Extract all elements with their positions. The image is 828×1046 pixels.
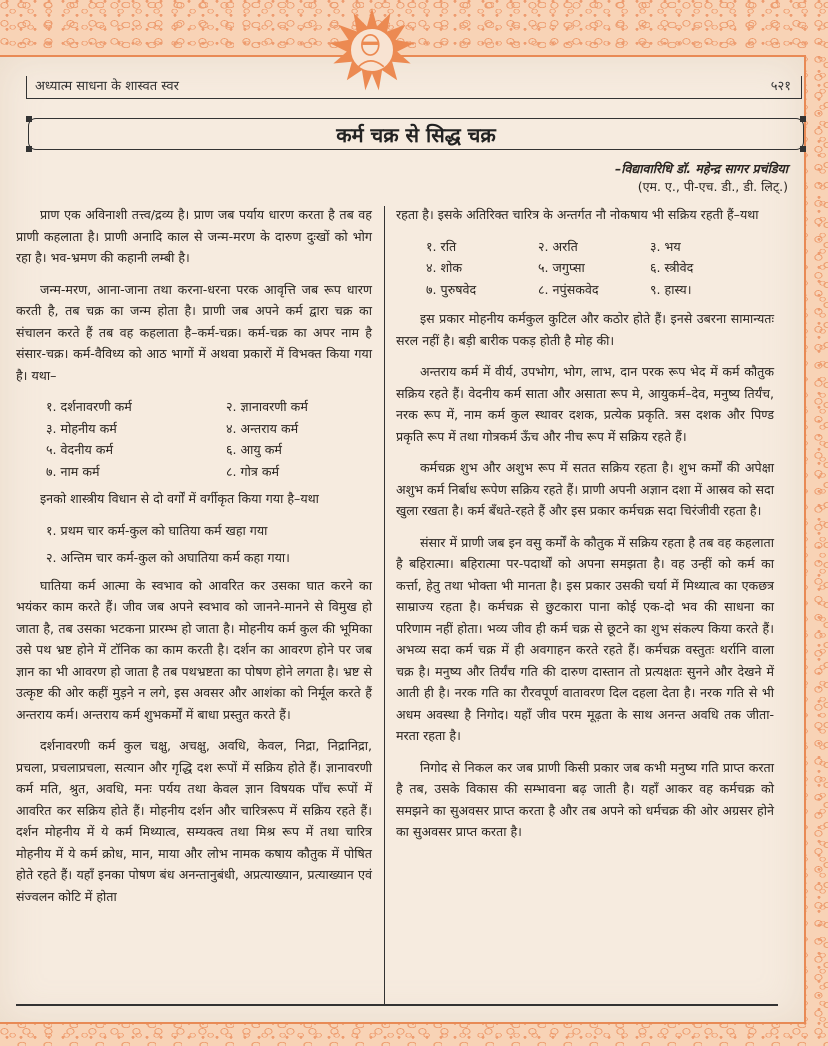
list-item: ७. नाम कर्म xyxy=(46,463,100,479)
running-header xyxy=(26,76,802,99)
paragraph: दर्शनावरणी कर्म कुल चक्षु, अचक्षु, अवधि, केवल, निद्रा, निद्रानिद्रा, प्रचला, प्रचलाप्रचला, सत्यान और गृद्धि दश रूपों में सक्रिय होते हैं। ज्ञानावरणी कर्म मति, श्रुत, अवधि, मनः पर्यय तथा केवल ज्ञान विषयक पाँच रूपों में आवरित कर सक्रिय होते हैं। मोहनीय दर्शन और चारित्ररूप में सक्रिय रहते हैं। दर्शन मोहनीय में ये कर्म मिथ्यात्व, सम्यक्त्व तथा मिश्र रूप में तथा चारित्र मोहनीय में ये कर्म क्रोध, मान, माया और लोभ नामक कषाय कौतुक में पोषित होते रहते हैं। यहाँ इनका पोषण बंध अनन्तानुबंधी, अप्रत्याख्यान, प्रत्याख्यान एवं संज्वलन कोटि में होता xyxy=(16,738,372,904)
list-item: ७. पुरुषवेद xyxy=(426,281,477,297)
bottom-rule xyxy=(16,1004,778,1006)
karma-types-list xyxy=(16,396,372,482)
list-item: ५. वेदनीय कर्म xyxy=(46,442,114,457)
author-name: –विद्यावारिधि डॉ. महेन्द्र सागर प्रचंडिया xyxy=(614,161,788,176)
paragraph: संसार में प्राणी जब इन वसु कर्मों के कौतुक में सक्रिय रहता है तब वह कहलाता है बहिरात्मा। बहिरात्मा पर-पदार्थों को अपना समझता है। वह उन्हीं को कर्म का कर्त्ता, हेतु तथा भोक्ता भी मानता है। इस प्रकार उसकी चर्या में मिथ्यात्व का एकछत्र साम्राज्य रहता है। कर्मचक्र से छुटकारा पाना कोई एक-दो भव की साधना का परिणाम नहीं होता। भव्य जीव ही कर्म चक्र से छूटने का शुभ संकल्प किया करते हैं। अभव्य सदा कर्म चक्र में ही अवगाहन करते रहते हैं। कर्मचक्र वस्तुतः थर्रानि वाला चक्र है। मनुष्य और तिर्यंच गति की दारुण दास्तान तो प्रत्यक्षतः सुनने और देखने में आती ही है। नरक गति का रौरवपूर्ण वातावरण दिल दहला देता है। नरक गति से भी अधम अवस्था है निगोद। यहाँ जीव परम मूढ़ता के साथ अनन्त अवधि तक जीता-मरता रहता है। xyxy=(396,534,774,743)
list-item: २. ज्ञानावरणी कर्म xyxy=(226,399,308,414)
list-item: २. अरति xyxy=(538,238,578,254)
paragraph: इस प्रकार मोहनीय कर्मकुल कुटिल और कठोर होते हैं। इनसे उबरना सामान्यतः सरल नहीं है। बड़ी बारीक पकड़ होती है मोह की। xyxy=(396,311,774,348)
list-item: ५. जगुप्सा xyxy=(538,260,585,275)
paragraph: निगोद से निकल कर जब प्राणी किसी प्रकार जब कभी मनुष्य गति प्राप्त करता है तब, उसके विकास की सम्भावना बढ़ जाती है। यहाँ आकर वह कर्मचक्र को समझने का सुअवसर प्राप्त करता है और तब अपने को धर्मचक्र की ओर अग्रसर होने का सुअवसर प्राप्त करता है। xyxy=(396,759,774,839)
paragraph: घातिया कर्म आत्मा के स्वभाव को आवरित कर उसका घात करने का भयंकर काम करते हैं। जीव जब अपने स्वभाव को जानने-मानने से विमुख हो जाता है, तब उसका भटकना प्रारम्भ हो जाता है। मोहनीय कर्म कुल की भूमिका उसे पथ भ्रष्ट होने में टॉनिक का काम करती है। दर्शन का आवरण होने पर जब ज्ञान का भी आवरण हो जाता है तब पथभ्रष्टता का पोषण होने लगता है। भ्रष्ट से उत्कृष्ट की ओर कहीं मुड़ने न लगे, इस अवसर और आशंका को निर्मूल करते हैं अन्तराय कर्म। अन्तराय कर्म शुभकर्मों में बाधा प्रस्तुत करते हैं। xyxy=(16,577,372,722)
left-column xyxy=(16,204,372,917)
list-item: ४. शोक xyxy=(426,260,463,275)
author-block xyxy=(615,160,788,196)
list-item: ८. गोत्र कर्म xyxy=(226,463,280,479)
list-item: १. प्रथम चार कर्म-कुल को घातिया कर्म खहा गया xyxy=(46,522,268,538)
list-item: ९. हास्य। xyxy=(650,281,692,297)
right-column xyxy=(396,204,774,853)
page-number: ५२१ xyxy=(770,79,791,94)
paragraph: कर्मचक्र शुभ और अशुभ रूप में सतत सक्रिय रहता है। शुभ कर्मों की अपेक्षा अशुभ कर्म निर्बाध रूपेण सक्रिय रहते हैं। प्राणी अपनी अज्ञान दशा में आस्रव को सदा खुला रखता है। कर्म बँधते-रहते हैं और इस प्रकार कर्मचक्र सदा चिरंजीवी रहता है। xyxy=(396,460,774,518)
article-title: कर्म चक्र से सिद्ध चक्र xyxy=(336,122,496,147)
paragraph: इनको शास्त्रीय विधान से दो वर्गों में वर्गीकृत किया गया है–यथा xyxy=(40,491,319,506)
paragraph: जन्म-मरण, आना-जाना तथा करना-धरना परक आवृत्ति जब रूप धारण करती है, तब चक्र का जन्म होता है। प्राणी जब अपने कर्म द्वारा चक्र का संचालन करते हैं तब वह कहलाता है–कर्म-चक्र। कर्म-चक्र का अपर नाम है संसार-चक्र। कर्म-वैविध्य को आठ भागों में अथवा प्रकारों में विभक्त किया गया है। यथा– xyxy=(16,281,372,383)
paragraph: रहता है। इसके अतिरिक्त चारित्र के अन्तर्गत नौ नोकषाय भी सक्रिय रहती हैं–यथा xyxy=(396,207,759,222)
book-title: अध्यात्म साधना के शास्वत स्वर xyxy=(35,79,179,94)
author-degrees: (एम. ए., पी-एच. डी., डी. लिट्.) xyxy=(637,179,788,194)
paragraph: प्राण एक अविनाशी तत्त्व/द्रव्य है। प्राण जब पर्याय धारण करता है तब वह प्राणी कहलाता है। प्राणी अनादि काल से जन्म-मरण के दारुण दुःखों को भोग रहा है। भव-भ्रमण की कहानी लम्बी है। xyxy=(16,207,372,265)
list-item: १. रति xyxy=(426,238,457,254)
list-item: ६. आयु कर्म xyxy=(226,442,282,457)
list-item: ३. मोहनीय कर्म xyxy=(46,420,117,436)
column-divider xyxy=(384,206,385,1004)
list-item: ८. नपुंसकवेद xyxy=(538,281,599,297)
list-item: २. अन्तिम चार कर्म-कुल को अघातिया कर्म कहा गया। xyxy=(46,550,290,565)
nokashaya-list xyxy=(396,236,774,301)
list-item: ६. स्त्रीवेद xyxy=(650,260,694,275)
paragraph: अन्तराय कर्म में वीर्य, उपभोग, भोग, लाभ, दान परक रूप भेद में कर्म कौतुक सक्रिय रहते हैं। वेदनीय कर्म साता और असाता रूप मे, आयुकर्म–देव, मनुष्य तिर्यंच, नरक रूप में, नाम कर्म कुल स्थावर दशक, प्रत्येक प्रकृति. त्रस दशक और पिण्ड प्रकृति रूप में तथा गोत्रकर्म ऊँच और नीच रूप में सक्रिय रहते हैं। xyxy=(396,364,774,444)
list-item: १. दर्शनावरणी कर्म xyxy=(46,399,132,414)
list-item: ४. अन्तराय कर्म xyxy=(226,420,299,436)
list-item: ३. भय xyxy=(650,238,681,254)
article-title-box xyxy=(28,118,804,150)
